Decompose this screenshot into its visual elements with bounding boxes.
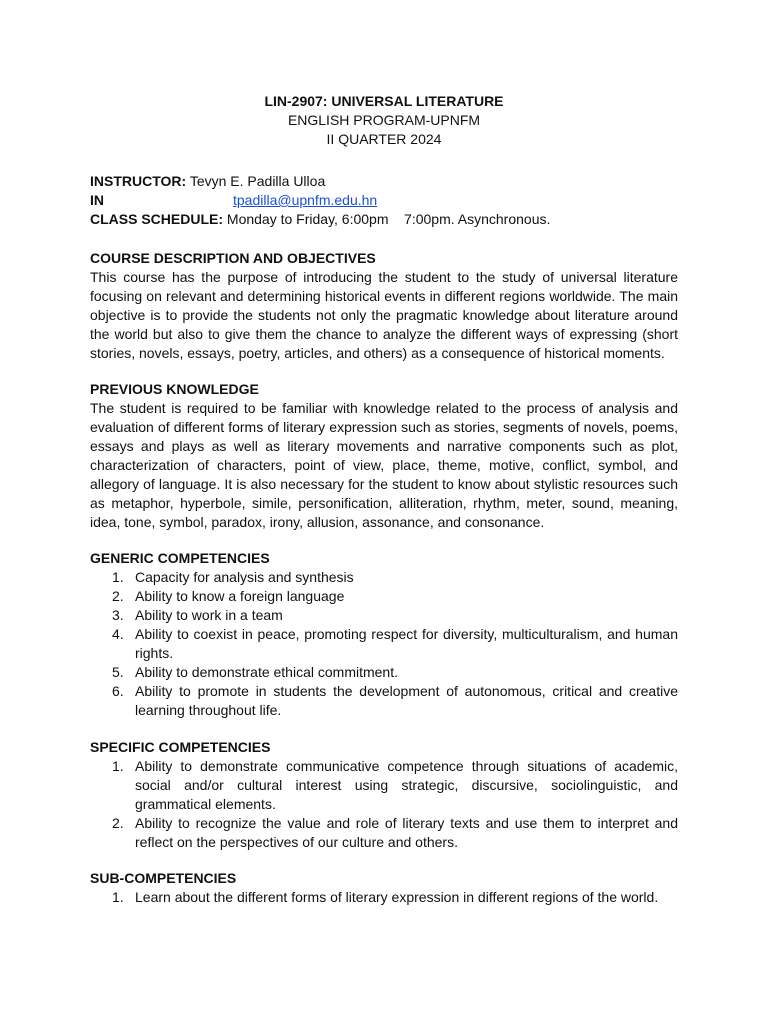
program-name: ENGLISH PROGRAM-UPNFM bbox=[287, 112, 481, 128]
list-item bbox=[90, 757, 678, 814]
list-text: Learn about the different forms of literary expression in different regions of the world. bbox=[135, 889, 659, 905]
course-description-section bbox=[90, 249, 678, 363]
list-item bbox=[90, 625, 678, 663]
list-number: 2. bbox=[112, 588, 124, 604]
schedule-label: CLASS SCHEDULE: bbox=[90, 211, 224, 227]
list-text: Ability to know a foreign language bbox=[135, 588, 345, 604]
list-number: 1. bbox=[112, 889, 124, 905]
schedule-value: Monday to Friday, 6:00pm 7:00pm. Asynchronous. bbox=[226, 211, 551, 227]
list-number: 2. bbox=[112, 815, 124, 831]
instructor-name: Tevyn E. Padilla Ulloa bbox=[189, 173, 326, 189]
list-text: Ability to coexist in peace, promoting respect for diversity, multiculturalism, and human rights. bbox=[135, 626, 678, 661]
section-body: This course has the purpose of introducing the student to the study of universal literature focusing on relevant and determining historical events in different regions worldwide. The main objective is to provide the students not only the pragmatic knowledge about literature around the world but also to give them the chance to analyze the different ways of expressing (short stories, novels, essays, poetry, articles, and others) as a consequence of historical moments. bbox=[90, 269, 678, 361]
previous-knowledge-section bbox=[90, 380, 678, 532]
instructor-row bbox=[90, 172, 690, 191]
generic-competencies-section bbox=[90, 549, 678, 720]
list-text: Ability to demonstrate ethical commitment. bbox=[135, 664, 398, 680]
section-heading: COURSE DESCRIPTION AND OBJECTIVES bbox=[90, 250, 376, 266]
list-number: 5. bbox=[112, 664, 124, 680]
list-item bbox=[90, 682, 678, 720]
section-heading: PREVIOUS KNOWLEDGE bbox=[90, 381, 259, 397]
list-item bbox=[90, 663, 678, 682]
instructor-label: INSTRUCTOR: bbox=[90, 173, 187, 189]
document-header bbox=[0, 92, 768, 149]
section-heading: GENERIC COMPETENCIES bbox=[90, 550, 270, 566]
course-meta bbox=[90, 172, 690, 229]
section-heading: SUB-COMPETENCIES bbox=[90, 870, 237, 886]
sub-competencies-list bbox=[90, 888, 678, 907]
list-text: Capacity for analysis and synthesis bbox=[135, 569, 354, 585]
list-item bbox=[90, 814, 678, 852]
list-item bbox=[90, 888, 678, 907]
list-number: 1. bbox=[112, 758, 124, 774]
list-number: 4. bbox=[112, 626, 124, 642]
instructor-email-link[interactable]: tpadilla@upnfm.edu.hn bbox=[233, 192, 378, 208]
list-number: 6. bbox=[112, 683, 124, 699]
term: II QUARTER 2024 bbox=[326, 131, 442, 147]
list-item bbox=[90, 587, 678, 606]
list-text: Ability to promote in students the development of autonomous, critical and creative learning throughout life. bbox=[135, 683, 678, 718]
list-text: Ability to recognize the value and role of literary texts and use them to interpret and reflect on the perspectives of our culture and others. bbox=[135, 815, 678, 850]
list-item bbox=[90, 568, 678, 587]
generic-competencies-list bbox=[90, 568, 678, 720]
course-title: LIN-2907: UNIVERSAL LITERATURE bbox=[264, 93, 504, 109]
list-text: Ability to demonstrate communicative competence through situations of academic, social and/or cultural interest using strategic, discursive, sociolinguistic, and grammatical elements. bbox=[135, 758, 678, 812]
sub-competencies-section bbox=[90, 869, 678, 907]
email-row bbox=[90, 191, 690, 210]
specific-competencies-list bbox=[90, 757, 678, 852]
list-number: 3. bbox=[112, 607, 124, 623]
section-body: The student is required to be familiar with knowledge related to the process of analysis and evaluation of different forms of literary expression such as stories, segments of novels, poems, essays and plays as well as literary movements and narrative components such as plot, characterization of characters, point of view, place, theme, motive, conflict, symbol, and allegory of language. It is also necessary for the student to know about stylistic resources such as metaphor, hyperbole, simile, personification, alliteration, rhythm, meter, sound, meaning, idea, tone, symbol, paradox, irony, allusion, assonance, and consonance. bbox=[90, 400, 678, 530]
in-label: IN bbox=[90, 192, 104, 208]
list-number: 1. bbox=[112, 569, 124, 585]
list-text: Ability to work in a team bbox=[135, 607, 283, 623]
list-item bbox=[90, 606, 678, 625]
section-heading: SPECIFIC COMPETENCIES bbox=[90, 739, 271, 755]
schedule-row bbox=[90, 210, 690, 229]
specific-competencies-section bbox=[90, 738, 678, 852]
